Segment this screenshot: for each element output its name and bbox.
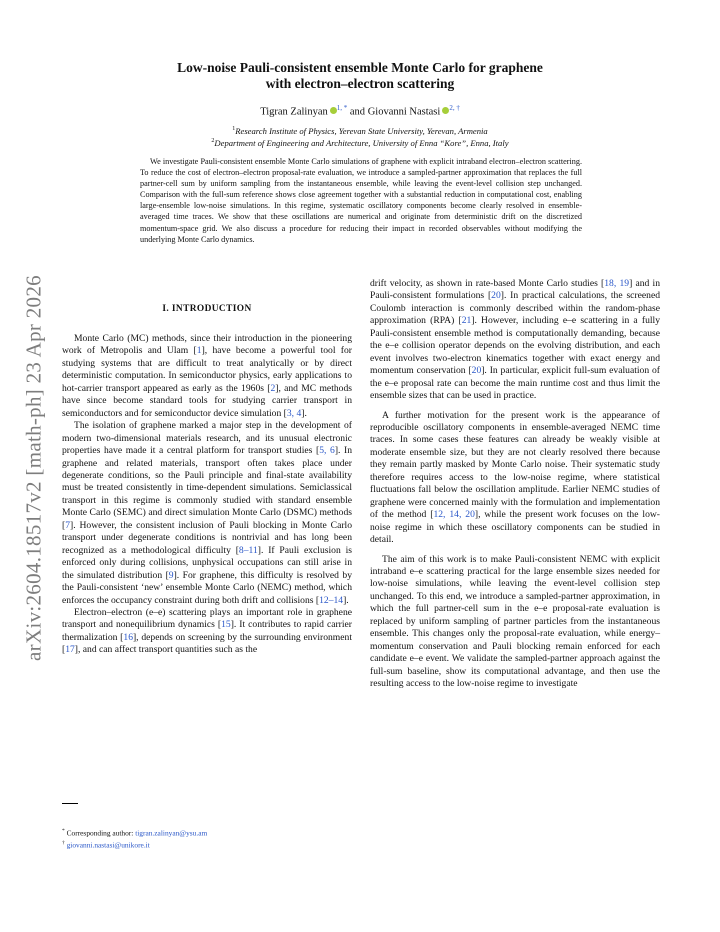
citation-link[interactable]: 16 [123,631,133,643]
paragraph: The aim of this work is to make Pauli-consistent NEMC with explicit intraband e–e scattering practical for the large ensemble sizes needed for low-noise simulations, while leaving the event-level collision step unchanged. To this end, we introduce a sampled-partner approximation, in which the full partner-cell sum in the e–e proposal-rate evaluation is replaced by uniform sampling of partner particles from the instantaneous ensemble. This changes only the proposal-rate evaluation, while energy–momentum conservation and Pauli blocking remain enforced for each candidate e–e event. We validate the sampled-partner approach against the full-sum baseline, show its computational advantage, and then use the resulting access to the low-noise regime to investigate [370,553,660,690]
citation-link[interactable]: 1 [196,345,202,357]
citation-link[interactable]: 20 [471,365,482,377]
footnote-divider [62,803,78,804]
paragraph: Monte Carlo (MC) methods, since their introduction in the pioneering work of Metropolis and Ulam [1], have become a powerful tool for studying systems that are difficult to treat analytically or by direct deterministic computation. In semiconductor physics, early applications to hot-carrier transport appeared as early as the 1960s [2], and MC methods have since become standard tools for studying carrier transport in semiconductors and for semiconductor device simulation [3, 4]. [62,333,352,419]
citation-link[interactable]: 20 [491,290,501,302]
affiliation-number: 2 [211,138,215,144]
citation-link[interactable]: 12, 14, 20 [433,509,475,521]
citation-link[interactable]: 21 [461,315,472,327]
author-conjunction: and [349,106,366,118]
paper-title [100,60,620,92]
citation-link[interactable]: 2 [270,382,276,394]
citation-link[interactable]: 15 [221,619,231,631]
title-line-1: Low-noise Pauli-consistent ensemble Monte Carlo for graphene [177,60,543,75]
author-list [100,104,620,118]
citation-link[interactable]: 18, 19 [604,278,630,289]
affiliation-1 [100,124,620,137]
abstract: We investigate Pauli-consistent ensemble Monte Carlo simulations of graphene with explicit intraband electron–electron scattering. To reduce the cost of electron–electron proposal-rate evaluation, we introduce a sampled-partner approximation that replaces the full partner-cell sum by uniform sampling from the instantaneous ensemble, while leaving the event-level collision step unchanged. Comparison with the full-sum reference shows close agreement together with a substantial reduction in computational cost, enabling large-ensemble low-noise simulations. In this regime, systematic oscillatory components become clearly resolved in ensemble-averaged time traces. We show that these oscillations are numerical and originate from deterministic drift on the discretized momentum-space grid. We also discuss a procedure for reducing their impact in recorded observables without modifying the underlying Monte Carlo dynamics. [140,157,582,244]
affiliation-number: 1 [232,126,236,132]
affiliation-text: Department of Engineering and Architecture, University of Enna “Kore”, Enna, Italy [214,137,509,148]
email-link[interactable]: tigran.zalinyan@ysu.am [135,828,208,838]
affiliation-2 [100,136,620,149]
author-affiliation-mark: 2, † [449,104,460,112]
arxiv-sidebar-stamp [10,268,58,668]
citation-link[interactable]: 8–11 [238,544,258,556]
citation-link[interactable]: 9 [168,569,174,581]
title-line-2: with electron–electron scattering [265,76,455,91]
section-heading: I. INTRODUCTION [162,304,252,314]
citation-link[interactable]: 12–14 [319,594,344,606]
paragraph: drift velocity, as shown in rate-based Monte Carlo studies [18, 19] and in Pauli-consistent formulations [20]. In practical calculations, the screened Coulomb interaction is commonly described within the random-phase approximation (RPA) [21]. However, including e–e scattering in a fully Pauli-consistent ensemble method is computationally demanding, because the e–e collision operator depends on the evolving distribution, and each event involves two-electron kinematics together with exact energy and momentum conservation [20]. In particular, explicit full-sum evaluation of the e–e proposal rate can become the main runtime cost and thus limit the ensemble sizes that can be used in practice. [370,278,660,402]
body-column-left [62,333,352,657]
body-column-right [370,278,660,691]
paragraph: The isolation of graphene marked a major step in the development of modern two-dimensional materials research, and its unusual electronic properties have made it a central platform for transport studies [5, 6]. In graphene and related materials, transport often takes place under degenerate conditions, so the Pauli principle and final-state availability must be treated consistently in time-dependent simulations. Semiclassical transport in this regime is commonly studied with standard ensemble Monte Carlo (SEMC) and direct simulation Monte Carlo (DSMC) methods [7]. However, the consistent inclusion of Pauli blocking in Monte Carlo transport under degenerate conditions is nontrivial and has long been recognized as a methodological difficulty [8–11]. If Pauli exclusion is enforced only during collisions, unphysical occupations can still arise in the simulated distribution [9]. For graphene, this difficulty is resolved by the Pauli-consistent ‘new’ ensemble Monte Carlo (NEMC) method, which enforces the occupancy constraint during both drift and collisions [12–14]. [62,420,353,606]
paragraph: Electron–electron (e–e) scattering plays an important role in graphene transport and nonequilibrium dynamics [15]. It contributes to rapid carrier thermalization [16], depends on screening by the surrounding environment [17], and can affect transport quantities such as the [62,606,352,656]
arxiv-identifier: arXiv:2604.18517v2 [math-ph] 23 Apr 2026 [21,275,46,661]
footnote-2: † giovanni.nastasi@unikore.it [62,840,150,850]
author-name: Giovanni Nastasi [367,106,441,118]
author-name: Tigran Zalinyan [260,106,328,118]
citation-link[interactable]: 17 [65,644,75,656]
footnotes [62,826,352,851]
citation-link[interactable]: 3, 4 [286,407,302,419]
footnote-1: * Corresponding author: tigran.zalinyan@ysu.am [62,828,208,838]
affiliation-text: Research Institute of Physics, Yerevan State University, Yerevan, Armenia [235,125,488,136]
paragraph: A further motivation for the present work is the appearance of reproducible oscillatory components in ensemble-averaged NEMC time traces. In some cases these features can already be weakly visible at moderate ensemble size, but they are not clearly resolved there because they remain partly masked by Monte Carlo noise. Their systematic study therefore requires access to the low-noise regime, where statistical fluctuations fall below the oscillation amplitude. Earlier NEMC studies of graphene were concerned mainly with the formulation and implementation of the method [12, 14, 20], while the present work focuses on the low-noise regime in which these oscillatory components can be studied in detail. [370,409,660,546]
email-link[interactable]: giovanni.nastasi@unikore.it [66,840,150,850]
author-affiliation-mark: 1, * [336,104,348,112]
citation-link[interactable]: 7 [65,519,70,531]
citation-link[interactable]: 5, 6 [319,445,335,457]
orcid-icon[interactable] [330,107,337,114]
